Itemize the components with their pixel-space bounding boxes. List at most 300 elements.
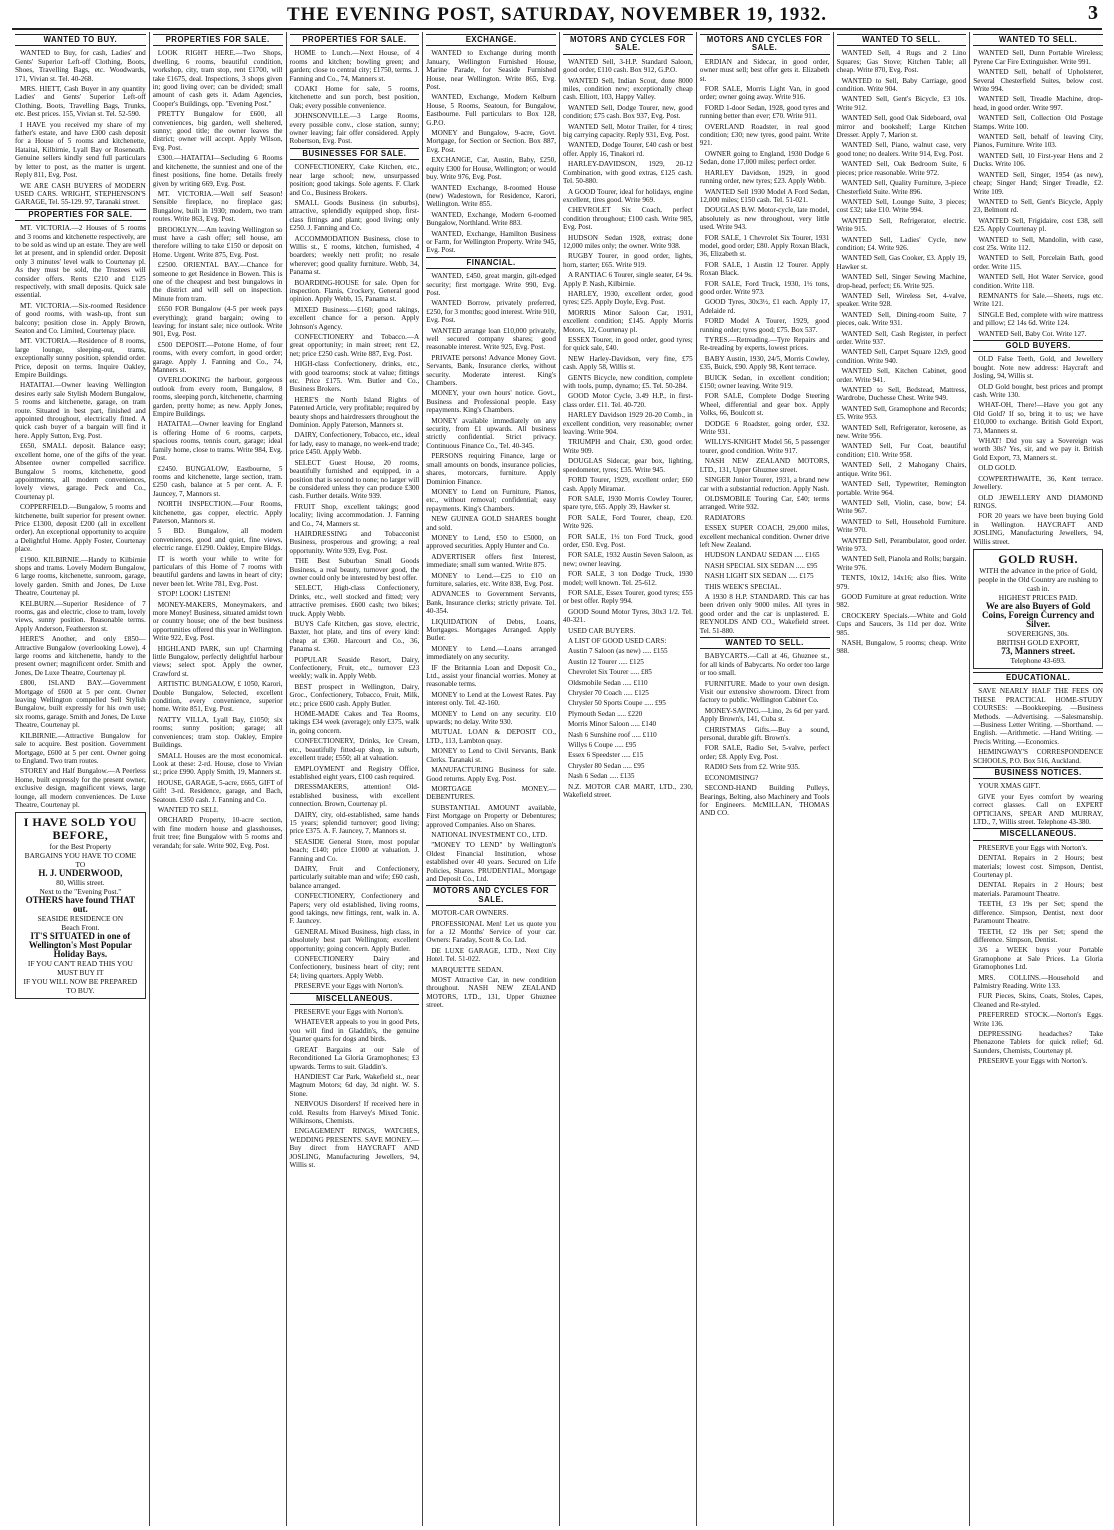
classified-ad: WANTED Sell, Fur Coat, beautiful condition; £10. Write 958.	[836, 442, 967, 459]
classified-ad: NASH NEW ZEALAND MOTORS, LTD., 131, Upper Ghuznee street.	[699, 457, 830, 474]
classified-ad: £300.—HATAITAI—Secluding 6 Rooms and kitchenette, the sunniest and one of the finest positions, fine home. Details freely given by writing 669, Evg. Post.	[152, 154, 283, 188]
display-ad-line: Next to the "Evening Post."	[39, 887, 122, 897]
display-ad-line: OTHERS have found THAT out.	[25, 895, 136, 915]
classified-ad: GREAT Bargains at our Sale of Reconditioned La Gloria Gramophones; £3 upwards. Terms to suit. Gladdin's.	[289, 1045, 420, 1071]
classified-ad: £500 DEPOSIT.—Potone Home, of four rooms, with every comfort, in good order; garage. Apply J. Fanning and Co., 74, Manners st.	[152, 340, 283, 375]
classified-ad: MOTOR-CAR OWNERS.	[431, 909, 509, 918]
classified-ad: "MONEY TO LEND" by Wellington's Oldest Financial Institution, whose established over 40 years. Secured on Life Policies, Shares. PRUDENTIAL, Mortgage and Deposit Co., Ltd.	[426, 841, 556, 883]
classified-ad: RADIO Sets from £2. Write 935.	[704, 763, 800, 772]
classified-ad: Plymouth Sedan ..... £220	[568, 709, 643, 718]
classified-ad: A RANTIAC 6 Tourer, single seater, £4 9s. Apply P. Nash, Kilbirnie.	[563, 271, 693, 288]
classified-ad: GENTS Bicycle, new condition, complete with tools, pump, dynamo; £5. Tel. 50-284.	[563, 373, 693, 391]
classified-ad: MONEY and Bungalow, 9-acre, Govt. Mortgage, for Section or Section. Box 887, Evg. Post.	[426, 129, 556, 154]
classified-ad: Austin 12 Tourer ..... £125	[568, 657, 644, 666]
classified-ad: SECOND-HAND Building Pulleys, Bearings, Belting, also Machinery and Tools for Engineers. McMILLAN, THOMAS AND CO.	[699, 784, 830, 818]
classified-ad: Nash 6 Sunshine roof ..... £110	[568, 730, 657, 739]
classified-ad: PRESERVE your Eggs with Norton's.	[294, 1008, 404, 1017]
classified-ad: REMNANTS for Sale.—Sheets, rugs etc. Write 121.	[973, 291, 1103, 309]
classified-ad: WANTED Sell, Singer, 1954 (as new), cheap; Singer Hand; Singer Treadle, £2. Write 109.	[973, 170, 1103, 196]
classified-ad: FUR Pieces, Skins, Coats, Stoles, Capes, Cleaned and Re-styled.	[973, 992, 1103, 1009]
classified-ad: MONEY to Lend.—£25 to £10 on furniture, salaries, etc. Write 838, Evg. Post.	[426, 571, 556, 588]
classified-ad: A LIST OF GOOD USED CARS:	[568, 637, 667, 645]
classified-ad: PRETTY Bungalow for £600, all conveniences, big garden, well sheltered, sunny; good title; the owner leaves the district; owner will accept. Apply Wilson, Evg. Post.	[152, 110, 283, 152]
classified-ad: YOUR XMAS GIFT.	[978, 782, 1041, 791]
display-ad-line: Telephone 43-693.	[1010, 655, 1066, 665]
classified-ad: MANUFACTURING Business for sale. Good returns. Apply Evg. Post.	[426, 766, 556, 783]
classified-ad: Chrysler 70 Coach ..... £125	[568, 689, 649, 698]
section-heading: MOTORS AND CYCLES FOR SALE.	[426, 885, 556, 906]
classified-ad: £2450. BUNGALOW, Eastbourne, 5 rooms and kitchenette, large section, tram. £250 cash, balance at 5 per cent. A. F. Jauncey, 7, Mannors st.	[152, 464, 283, 498]
classified-ad: NERVOUS Disorders! If received here in cold. Results from Harvey's Mixed Tonic. Wilkinsons, Chemists.	[289, 1100, 420, 1125]
classified-ad: HATAITAI.—Owner leaving for England is offering Home of 6 rooms, carpets, spacious rooms, tennis court, garage; ideal family home, close to trams. Write 984, Evg. Post.	[152, 420, 283, 463]
section-heading: PROPERTIES FOR SALE.	[290, 34, 420, 46]
classified-ad: WILLYS-KNIGHT Model 56, 5 passenger tourer, good condition. Write 917.	[699, 438, 830, 455]
classified-ad: WHATEVER appeals to you in good Pets, you will find in Gladdin's, the genuine Quarter quarts for dogs and birds.	[289, 1018, 420, 1044]
classified-ad: WANTED Sell, Baby Cot. Write 127.	[978, 329, 1087, 338]
classified-ad: HUDSON LANDAU SEDAN ..... £165	[704, 551, 820, 560]
classified-ad: FRUIT Shop, excellent takings; good locality; living accommodation. J. Fanning and Co., 74, Manners st.	[289, 502, 420, 528]
classified-ad: EMPLOYMENT and Registry Office, established eight years, £100 cash required.	[289, 764, 420, 781]
classified-ad: COPPERFIELD.—Bungalow, 5 rooms and kitchenette, built superior for present owner. Price £1300, deposit £200 (all in excellent order). An exceptional opportunity to acquire a Delightful Home. Apply Foster, Courtenay place.	[15, 503, 146, 554]
classified-ad: MRS. COLLINS.—Household and Palmistry Reading. Write 133.	[973, 973, 1103, 990]
classified-ad: WANTED Sell, 3-H.P. Standard Saloon, good order, £110 cash. Box 912, G.P.O.	[563, 57, 693, 75]
classified-ad: Nash 6 Sedan ..... £135	[568, 772, 635, 781]
classified-ad: CONFECTIONERY, Drinks, Ice Cream, etc., beautifully fitted-up shop, in suburb, excellent trade; £550; all at valuation.	[289, 737, 420, 763]
classified-ad: WANTED Sell, Gent's Bicycle, £3 10s. Write 912.	[836, 95, 967, 112]
masthead	[12, 2, 1102, 30]
classified-ad: WANTED Sell, Collection Old Postage Stamps. Write 100.	[973, 114, 1103, 131]
classified-ad: RUGBY Tourer, in good order, lights, horn, starter; £65. Write 919.	[563, 252, 693, 269]
classified-ad: WANTED to Exchange during month January, Wellington Furnished House, Marine Parade, for Seaside Furnished House, near Wellington. Write 865, Evg. Post.	[426, 49, 556, 92]
classified-ad: SINGER Junior Tourer, 1931, a brand new car with a substantial reduction. Apply Nash.	[699, 476, 830, 493]
classified-ad: WHAT-OH, There!—Have you got any Old Gold? If so, bring it to us; we have £10,000 to exchange. British Gold Export, 73, Manners st.	[973, 401, 1103, 435]
classified-ad: ESSEX Tourer, in good order, good tyres; for quick sale, £40.	[563, 336, 693, 353]
column-8	[969, 32, 1106, 1526]
classified-ad: ADVANCES to Government Servants, Bank, Insurance clerks; strictly private. Tel. 40-354.	[426, 590, 556, 616]
classified-ad: A 1930 8 H.P. STANDARD. This car has been driven only 9000 miles. All tyres in good order and the car is unplastered. E. REYNOLDS AND CO., Wakefield street. Tel. 51-880.	[699, 592, 830, 635]
classified-ad: NASH LIGHT SIX SEDAN ..... £175	[704, 572, 814, 581]
display-ad-line: SOVEREIGNS, 30s.	[1007, 628, 1070, 638]
classified-ad: OVERLOOKING the harbour, gorgeous outlook from every room, Bungalow, 8 rooms, sleeping porch, kitchenette, charming garden, pretty home; as new. Apply Jones, Empire Buildings.	[152, 376, 283, 419]
section-heading: WANTED TO SELL.	[973, 34, 1103, 46]
classified-ad: DENTAL Repairs in 2 Hours; best materials. Paramount Theatre.	[973, 881, 1103, 898]
classified-ad: FOR SALE, 1 Chevrolet Six Tourer, 1931 model, good order; £80. Apply Roxan Black, 36, Elizabeth st.	[699, 233, 830, 259]
classified-ad: WANTED Sell, Gas Cooker, £3. Apply 19, Hawker st.	[836, 254, 967, 271]
section-heading: MISCELLANEOUS.	[290, 993, 420, 1005]
classified-ad: TYRES.—Retreading.—Tyre Repairs and Re-treading by experts, lowest prices.	[699, 336, 830, 353]
classified-ad: DRESSMAKERS, attention! Old-established business, with excellent connection. Brown, Courtenay pl.	[289, 783, 420, 809]
classified-ad: HARLEY-DAVIDSON, 1929, 20-12 Combination, with good extras, £125 cash. Tel. 50-880.	[563, 160, 693, 186]
classified-ad: WANTED to Sell, Bedstead, Mattress, Wardrobe, Duchesse Chest. Write 949.	[836, 386, 967, 403]
classified-ad: WANTED to Sell, Porcelain Bath, good order. Write 115.	[973, 254, 1103, 271]
classified-ad: STOREY and Half Bungalow.—A Peerless Home, built expressly for the present owner, exclusive design, magnificent views, large lounge, all modern conveniences. De Luxe Theatre, Courtenay pl.	[15, 767, 146, 809]
classified-ad: HIGHLAND PARK, sun up! Charming little Bungalow, perfectly delightful harbour views; select spot. Apply the owner, Crawford st.	[152, 644, 283, 678]
classified-ad: WANTED arrange loan £10,000 privately, well secured company shares; good reasonable interest. Write 925, Evg. Post.	[426, 326, 556, 352]
classified-ad: SEASIDE General Store, most popular beach; £140; price £1000 at valuation. J. Fanning and Co.	[289, 837, 420, 863]
classified-ad: WANTED to Sell, Household Furniture. Write 970.	[836, 517, 967, 535]
classified-ad: WANTED Sell, Dunn Portable Wireless; Pyrene Car Fire Extinguisher. Write 991.	[973, 49, 1103, 66]
classified-ad: SELECT Guest House, 20 rooms, beautifully furnished and equipped, in a position that is second to none; no larger will be considered unless they can produce £300 cash. Further details. Write 939.	[289, 458, 420, 501]
classified-ad: WANTED Sell, Lounge Suite, 3 pieces; cost £32; take £10. Write 994.	[836, 197, 967, 215]
classified-ad: KILBIRNIE.—Attractive Bungalow for sale to acquire. Best position. Government Mortgage, £600 at 5 per cent. Owner going to England. Two tram routes.	[15, 731, 146, 765]
classified-ad: WANTED Sell, Indian Scout, done 8000 miles, condition new; exceptionally cheap cash. Elliott, 103, Happy Valley.	[563, 76, 693, 102]
display-advertisement	[15, 812, 146, 999]
classified-ad: WANTED Sell, Perambulator, good order. Write 973.	[836, 536, 967, 553]
classified-ad: NASH, Bungalow, 5 rooms; cheap. Write 988.	[836, 639, 967, 656]
classified-ad: KELBURN.—Superior Residence of 7 rooms, gas and electric, close to tram, lovely views, sunny position. Reasonable terms. Apply Anderson, Featherston st.	[15, 599, 146, 633]
classified-ad: IF the Britannia Loan and Deposit Co., Ltd., assist your financial worries. Money at reasonable terms.	[426, 663, 556, 689]
section-heading: BUSINESS NOTICES.	[973, 767, 1103, 779]
classified-ad: USED CAR BUYERS.	[568, 626, 636, 635]
classified-ad: SELECT, High-class Confectionery, Drinks, etc., well stocked and fitted; very attractive premises. £600 cash; two bikes; truck. Apply Webb.	[289, 584, 420, 618]
classified-ad: PRESERVE your Eggs with Norton's.	[978, 1057, 1088, 1066]
classified-ad: NATTY VILLA, Lyall Bay, £1050; six rooms; sunny position; garage; all conveniences; tram stop. Oakley, Empire Buildings.	[152, 715, 283, 750]
section-heading: MOTORS AND CYCLES FOR SALE.	[700, 34, 830, 55]
classified-ad: HERE'S Another, and only £850—Attractive Bungalow (overlooking Lowe), 4 large rooms and kitchenette, handy to the present owner; magnificent order. Smith and Jones, De Luxe Theatre, Courtenay pl.	[15, 635, 146, 677]
display-ad-line: I HAVE SOLD YOU BEFORE,	[23, 815, 137, 843]
classified-ad: ERDIAN and Sidecar, in good order, owner must sell; best offer gets it. Elizabeth st.	[699, 57, 830, 83]
classified-ad: SUBSTANTIAL AMOUNT available, First Mortgage on Property or Debentures; approved Companies. Also on Shares.	[426, 803, 556, 829]
classified-ad: OLD False Teeth, Gold, and Jewellery bought. Note new address: Haycraft and Josling, 94, Willis st.	[973, 355, 1103, 381]
classified-ad: WANTED Sell, Treadle Machine, drop-head, in good order. Write 997.	[973, 95, 1103, 112]
display-ad-line: BARGAINS YOU HAVE TO COME TO	[24, 851, 137, 870]
classified-ad: £800, ISLAND BAY.—Government Mortgage of £600 at 5 per cent. Owner leaving Wellington compelled Sell Stylish Bungalow, built expressly for his own use; six rooms, garage. Smith and Jones, De Luxe Theatre, Courtenay pl.	[15, 679, 146, 730]
classified-ad: FOR SALE, Radio Set, 5-valve, perfect order; £8. Apply Evg. Post.	[699, 744, 830, 761]
classified-ad: PREFERRED STOCK.—Norton's Eggs. Write 136.	[973, 1011, 1103, 1028]
classified-ad: ESSEX SUPER COACH, 29,000 miles, excellent mechanical condition. Owner drive left New Zealand.	[699, 524, 830, 549]
classified-ad: DE LUXE GARAGE, LTD., Next City Hotel. Tel. 51-022.	[426, 946, 556, 964]
classified-ad: OLDSMOBILE Touring Car, £40; terms arranged. Write 932.	[699, 494, 830, 512]
classified-ad: WANTED Sell, 2 Mahogany Chairs, antique. Write 961.	[836, 461, 967, 478]
classified-ad: DOUGLAS Sidecar, gear box, lighting, speedometer, tyres; £35. Write 945.	[563, 457, 693, 474]
classified-ad: MONEY, your own hours' notice. Govt., Business and Professional people. Easy repayments. King's Chambers.	[426, 389, 556, 415]
classified-ad: COWPERTHWAITE, 36, Kent terrace. Jewellery.	[973, 474, 1103, 492]
display-ad-line: HIGHEST PRICES PAID.	[998, 592, 1078, 602]
classified-ad: WANTED Sell, Dodge Tourer, new, good condition; £75 cash. Box 937, Evg. Post.	[563, 103, 693, 121]
columns	[12, 32, 1106, 1526]
classified-ad: WANTED, Dodge Tourer, £40 cash or best offer. Apply 16, Tinakori rd.	[563, 141, 693, 158]
display-ad-line: SEASIDE RESIDENCE ON	[37, 914, 124, 924]
classified-ad: WE ARE CASH BUYERS of MODERN USED CARS. WRIGHT, STEPHENSON'S GARAGE, Tel. 55-129. 97, Taranaki street.	[15, 181, 146, 207]
classified-ad: CONFECTIONERY and Tobacco.—A great opportunity; in main street; rent £2, net; price £250 cash. Write 887, Evg. Post.	[289, 333, 420, 358]
section-heading: WANTED TO BUY.	[15, 34, 146, 46]
classified-ad: COAKI Home for sale, 5 rooms, kitchenette and sun porch, best position, Oak; every possible convenience.	[289, 85, 420, 110]
classified-ad: LIQUIDATION of Debts, Loans, Mortgages. Mortgages Arranged. Apply Butler.	[426, 617, 556, 643]
section-heading: BUSINESSES FOR SALE.	[290, 148, 420, 160]
display-ad-line: BRITISH GOLD EXPORT,	[996, 637, 1080, 647]
classified-ad: ADVERTISER offers first Interest, immediate; small sum wanted. Write 875.	[426, 552, 556, 570]
classified-ad: WANTED Sell, good Oak Sideboard, oval mirror and bookshelf; Large Kitchen Dresser. Apply 7, Marion st.	[836, 114, 967, 140]
classified-ad: WANTED to Sell, Baby Carriage, good condition. Write 904.	[836, 76, 967, 94]
classified-ad: GENERAL Mixed Business, high class, in absolutely best part Wellington; excellent opportunity; going concern. Apply Butler.	[289, 927, 420, 953]
classified-ad: FORD Tourer, 1929, excellent order; £60 cash. Apply Miramar.	[563, 476, 693, 493]
display-ad-line: 80, Willis street.	[56, 878, 105, 888]
classified-ad: OVERLAND Roadster, in real good condition; £30; new tyres, good paint. Write 921.	[699, 122, 830, 148]
classified-ad: WANTED to Sell, Mandolin, with case, cost 25s. Write 112.	[973, 235, 1103, 252]
classified-ad: WANTED Sell, Frigidaire, cost £38, sell £25. Apply Courtenay pl.	[973, 216, 1103, 234]
classified-ad: DAIRY, Fruit and Confectionery, particularly suitable man and wife; £60 cash, balance arranged.	[289, 864, 420, 890]
display-ad-line: Beach Front.	[61, 923, 100, 933]
classified-ad: Essex 6 Speedster ..... £15	[568, 751, 644, 760]
display-ad-line: IT'S SITUATED in one of Wellington's Most Popular Holiday Bays.	[28, 931, 132, 960]
page-number: 3	[1088, 2, 1098, 24]
classified-ad: THIS WEEK'S SPECIAL.	[704, 582, 782, 591]
classified-ad: MONEY to Lend, £50 to £5000, on approved securities. Apply Hunter and Co.	[426, 533, 556, 551]
classified-ad: ENGAGEMENT RINGS, WATCHES, WEDDING PRESENTS. SAVE MONEY.—Buy direct from HAYCRAFT AND JOSLING, Manufacturing Jewellers, 94, Willis st.	[289, 1127, 420, 1169]
classified-ad: Morris Minor Saloon ..... £140	[568, 720, 657, 729]
column-6	[696, 32, 833, 1526]
classified-ad: WANTED Sell, Refrigerator, electric. Write 915.	[836, 216, 967, 234]
classified-ad: £650, SMALL deposit. Balance easy; excellent home, one of the gifts of the year. Absentee owner compelled sacrifice. Bungalow 5 rooms, kitchenette, good appointments, all modern conveniences, lovely views, garage. Peck and Co., Courtenay pl.	[15, 442, 146, 501]
classified-ad: MUTUAL LOAN & DEPOSIT CO., LTD., 113, Lambton quay.	[426, 728, 556, 745]
classified-ad: WANTED Sell, Ladies' Cycle, new condition; £4. Write 926.	[836, 235, 967, 252]
classified-ad: WANTED TO SELL	[157, 805, 219, 814]
classified-ad: DODGE 6 Roadster, going order, £32. Write 931.	[699, 419, 830, 437]
classified-ad: WANTED Sell, Pianola and Rolls; bargain. Write 976.	[836, 555, 967, 572]
classified-ad: GOOD Motor Cycle, 3.49 H.P., in first-class order. £11. Tel. 40-720.	[563, 392, 693, 409]
classified-ad: WANTED Sell, Dining-room Suite, 7 pieces, oak. Write 931.	[836, 310, 967, 328]
classified-ad: NATIONAL INVESTMENT CO., LTD.	[431, 830, 548, 839]
classified-ad: MONEY to Lend at the Lowest Rates. Pay interest only. Tel. 42-160.	[426, 690, 556, 708]
classified-ad: FOR SALE, Essex Tourer, good tyres; £55 or best offer. Reply 994.	[563, 588, 693, 606]
classified-ad: MIXED Business.—£160; good takings, excellent chance for a person. Apply Johnson's Agency.	[289, 305, 420, 331]
classified-ad: CONFECTIONERY, Cake Kitchen, etc., near large school; new, unsurpassed position; good takings. Sole agents. F. Clark and Co., Business Brokers.	[289, 163, 420, 197]
classified-ad: SINGLE Bed, complete with wire mattress and pillow; £2 14s 6d. Write 124.	[973, 310, 1103, 328]
classified-ad: WANTED, Exchange, Hamilton Business or Farm, for Wellington Property. Write 945, Evg. Post.	[426, 229, 556, 255]
display-ad-line: We are also Buyers of Gold Coins, Foreign Currency and Silver.	[982, 600, 1095, 629]
classified-ad: OLD JEWELLERY AND DIAMOND RINGS.	[973, 493, 1103, 510]
classified-ad: HUDSON Sedan 1928, extras; done 12,000 miles only; the owner. Write 938.	[563, 233, 693, 250]
section-heading: GOLD BUYERS.	[973, 340, 1103, 352]
section-heading: EXCHANGE.	[426, 34, 556, 46]
classified-ad: FOR SALE, Ford Tourer, cheap, £20. Write 926.	[563, 513, 693, 531]
classified-ad: RADIATORS	[704, 513, 745, 522]
classified-ad: Chrysler 50 Sports Coupe ..... £95	[568, 699, 666, 708]
classified-ad: CROCKERY Specials.—White and Gold Cups and Saucers, 3s 11d per doz. Write 985.	[836, 611, 967, 637]
classified-ad: Chevrolet Six Tourer ..... £85	[568, 668, 652, 677]
classified-ad: WANTED Sell, Violin, case, bow; £4. Write 967.	[836, 498, 967, 516]
classified-ad: A GOOD Tourer, ideal for holidays, engine excellent, tires good. Write 969.	[563, 187, 693, 204]
classified-ad: GOOD Tyres, 30x3½, £1 each. Apply 17, Adelaide rd.	[699, 298, 830, 315]
classified-ad: £1900. KILBIRNIE.—Handy to Kilbirnie shops and trams. Lovely Modern Bungalow, 6 large rooms, kitchenette, sunroom, garage, lovely garden. Smith and Jones, De Luxe Theatre, Courtenay pl.	[15, 555, 146, 598]
classified-ad: THE Best Suburban Small Goods Business, a real beauty, turnover good, the owner could only be interested by best offer.	[289, 557, 420, 582]
classified-ad: I HAVE you received my share of my father's estate, and have £300 cash deposit for a House of 5 rooms and kitchenette, Hataitai, Kilbirnie, Lyall Bay or Roseneath. Genuine sellers kindly send full particulars by letter to post, as the matter is urgent. Reply 811, Evg. Post.	[15, 120, 146, 180]
classified-ad: CHEVROLET Six Coach, perfect condition throughout; £100 cash. Write 985, Evg. Post.	[563, 206, 693, 232]
classified-ad: TRIUMPH and Chair, £30, good order. Write 909.	[563, 438, 693, 455]
classified-ad: HOME-MADE Cakes and Tea Rooms, takings £34 week (average); only £375, walk in, going concern.	[289, 710, 420, 735]
classified-ad: HARLEY Davidson, 1929, in good running order, new tyres; £23. Apply Webb.	[699, 168, 830, 186]
classified-ad: FOR SALE, 1930 Morris Cowley Tourer, spare tyre, £65. Apply 39, Hawker st.	[563, 494, 693, 512]
classified-ad: WANTED Sell, Kitchen Cabinet, good order. Write 941.	[836, 367, 967, 384]
classified-ad: PROFESSIONAL Men! Let us quote you for a 12 Months' Service of your car. Owners: Faraday, Scott & Co. Ltd.	[426, 919, 556, 945]
classified-ad: MARQUETTE SEDAN.	[431, 965, 504, 974]
classified-ad: HATAITAI.—Owner leaving Wellington desires early sale Stylish Modern Bungalow, 5 rooms and kitchenette, garage, on tram route. Situated in best part, finished and appointed throughout, electrically fitted. A quick cash buyer of a bargain will find it here. Apply Sutton, Evg. Post.	[15, 381, 146, 440]
classified-ad: HOME to Lunch.—Next House, of 4 rooms and kitchen; bowling green; and garden; close to central city; £1750, terms. J. Fanning and Co., 74, Manners st.	[289, 49, 420, 83]
display-ad-line: 73, Manners street.	[1001, 645, 1076, 656]
classified-ad: WANTED Sell, Hot Water Service, good condition. Write 118.	[973, 273, 1103, 290]
classified-ad: HOUSE, GARAGE, 5-acre, £665, GIFT of Gift! 3-rd. Residence, garage, and Bach, Seatoun. £350 cash. J. Fanning and Co.	[152, 778, 283, 804]
classified-ad: ECONOMISING?	[704, 773, 759, 782]
classified-ad: MT. VICTORIA.—2 Houses of 5 rooms and 3 rooms and kitchenette respectively, are to be sold as wind up an estate. They are well let at present, and in splendid order. Deposit only 3 minutes' level walk to Courtenay pl. As they must be sold, the Trustees will consider offers. Rents £210 and £125 respectively, with small deposits. Quick sale essential.	[15, 224, 146, 300]
classified-ad: ORCHARD Property, 10-acre section, with fine modern house and glasshouses, fruit tree; fine Bungalow with 5 rooms and verandah; for sale. Write 902, Evg. Post.	[152, 816, 283, 850]
classified-ad: SAVE NEARLY HALF THE FEES ON THESE PRACTICAL HOME-STUDY COURSES: —Bookkeeping. —Business Methods. —Advertising. —Salesmanship. —Business Letter Writing. —Shorthand. —English. —Arithmetic. —Hand Writing. —Precis Writing. —Economics.	[973, 687, 1103, 746]
column-5	[559, 32, 696, 1526]
classified-ad: MT. VICTORIA.—Well self Season! Sensible fireplace, no fireplace gas; Bungalow, built in 1930; modern, two tram routes. Write 863, Evg. Post.	[152, 189, 283, 224]
classified-ad: NEW GUINEA GOLD SHARES bought and sold.	[426, 515, 556, 532]
classified-ad: BABY Austin, 1930, 24/5, Morris Cowley, £35, Buick, £90. Apply 98, Kent terrace.	[699, 354, 830, 372]
classified-ad: DAIRY, city, old-established, same hands 15 years; splendid turnover; good living; price £375. A. F. Jauncey, 7, Mannors st.	[289, 810, 420, 836]
classified-ad: WANTED Borrow, privately preferred, £250, for 3 months; good interest. Write 910, Evg. Post.	[426, 299, 556, 325]
classified-ad: HEMINGWAY'S CORRESPONDENCE SCHOOLS, P.O. Box 516, Auckland.	[973, 748, 1103, 765]
classified-ad: HANDIEST Car Park, Wakefield st., near Magnum Motors; 6d day, 3d night. W. S. Stone.	[289, 1072, 420, 1098]
classified-ad: WANTED Sell 1930 Model A Ford Sedan, 12,000 miles; £150 cash. Tel. 51-021.	[699, 187, 830, 204]
classified-ad: NORTH INSPECTION.—Four Rooms, kitchenette, gas copper, electric. Apply Paterson, Mannors st.	[152, 500, 283, 525]
classified-ad: WANTED Sell, 10 First-year Hens and 2 Ducks. Write 106.	[973, 151, 1103, 169]
section-heading: PROPERTIES FOR SALE.	[15, 209, 146, 221]
classified-ad: BUICK Sedan, in excellent condition; £150; owner leaving. Write 919.	[699, 373, 830, 391]
classified-ad: FOR SALE, Morris Light Van, in good order; owner going away. Write 916.	[699, 85, 830, 102]
classified-ad: STOP! LOOK! LISTEN!	[157, 590, 231, 599]
classified-ad: MONEY available immediately on any security, from £1 upwards. All business strictly confidential. Strict privacy. Continuous Finance Co., Tel. 40-345.	[426, 416, 556, 450]
classified-ad: WANTED Sell, Gramophone and Records; £5. Write 953.	[836, 404, 967, 422]
classified-ad: FOR SALE, 1 Austin 12 Tourer. Apply Roxan Black.	[699, 260, 830, 278]
classified-ad: 3/6 a WEEK buys your Portable Gramophone at Sale Prices. La Gloria Gramophones Ltd.	[973, 946, 1103, 972]
display-ad-line: for the Best Property	[49, 842, 112, 852]
classified-ad: OLD Gold bought, best prices and prompt cash. Write 130.	[973, 382, 1103, 400]
classified-ad: BUYS Cafe Kitchen, gas stove, electric, Baxter, hot plate, and tins of every kind: cheap at £360. Harcourt and Co., 36, Panama st.	[289, 620, 420, 654]
section-heading: FINANCIAL.	[426, 257, 556, 269]
classified-ad: WHAT! Did you say a Sovereign was worth 30s? Yes, sir, and we pay it. British Gold Export, 73, Manners st.	[973, 437, 1103, 462]
column-2	[149, 32, 286, 1526]
classified-ad: PRESERVE your Eggs with Norton's.	[294, 982, 404, 991]
classified-ad: BOARDING-HOUSE for sale. Open for inspection. Flanis, Crockery, General good opinion. Apply Webb, 15, Panama st.	[289, 278, 420, 304]
classified-ad: 5 BD. Bungalow, all modern conveniences, good and quiet, fine views, electric range. £1290. Oakley, Empire Bldgs.	[152, 527, 283, 553]
classified-ad: MONEY-SAVING.—Lino, 2s 6d per yard. Apply Brown's, 141, Cuba st.	[699, 706, 830, 724]
classified-ad: WANTED, £450, great margin, gilt-edged security; first mortgage. Write 990, Evg. Post.	[426, 272, 556, 297]
classified-ad: FOR SALE, 1932 Austin Seven Saloon, as new; owner leaving.	[563, 551, 693, 568]
classified-ad: £2500. ORIENTAL BAY.—Chance for someone to get Residence in Bowen. This is one of the cheapest and best bungalows in the district and will sell on inspection. Minute from tram.	[152, 261, 283, 303]
section-heading: WANTED TO SELL.	[700, 637, 830, 649]
classified-ad: LOOK RIGHT HERE.—Two Shops, dwelling, 6 rooms, beautiful condition, workshop, city, tram stop, rent £1700, will take £1675, deal. Inspections, 3 shops given in; good living over; can be divided; small amount of cash gets it. Adam Agencies, Cooper's Buildings, opp. "Evening Post."	[152, 49, 283, 108]
classified-ad: MORTGAGE MONEY.—DEBENTURES.	[426, 784, 556, 802]
classified-ad: BROOKLYN.—Am leaving Wellington so must have a cash offer; sell house, am therefore willing to take £150 or deposit on Home. Urgent. Write 875, Evg. Post.	[152, 225, 283, 259]
classified-ad: PRIVATE persons! Advance Money Govt. Servants, Bank, Insurance clerks, without security. Moderate interest. King's Chambers.	[426, 353, 556, 388]
classified-ad: OWNER going to England, 1930 Dodge 6 Sedan, done 17,000 miles; perfect order.	[699, 149, 830, 167]
classified-ad: WANTED to Buy, for cash, Ladies' and Gents' Superior Left-off Clothing, Boots, Shoes, Travelling Bags, etc. Woodwards, 171, Vivian st. Tel. 40-268.	[15, 49, 146, 83]
classified-ad: £650 FOR Bungalow (4-5 per week pays everything); grand bargain; owing to leaving; for instant sale; nice outlook. Write 901, Evg. Post.	[152, 305, 283, 339]
column-1	[12, 32, 149, 1526]
classified-ad: FOR SALE, Complete Dodge Steering Wheel, differential and gear box. Apply Volks, 66, Boulcott st.	[699, 392, 830, 418]
masthead-title: THE EVENING POST, SATURDAY, NOVEMBER 19, 1932.	[286, 4, 828, 25]
classified-ad: MOST Attractive Car, in new condition throughout. NASH NEW ZEALAND MOTORS, LTD., 131, Upper Ghuznee street.	[426, 976, 556, 1010]
classified-ad: HARLEY Davidson 1929 20-20 Comb., in excellent condition, very reasonable; owner leaving. Write 904.	[563, 411, 693, 437]
classified-ad: SMALL Houses are the most economical. Look at these: 2-rd. House, close to Vivian st.; price £990. Apply Smith, 19, Manners st.	[152, 751, 283, 777]
section-heading: MISCELLANEOUS.	[973, 828, 1103, 840]
classified-ad: GOOD Sound Motor Tyres, 30x3 1/2. Tel. 40-321.	[563, 607, 693, 625]
classified-ad: FORD 1-door Sedan, 1928, good tyres and running better than ever; £70. Write 911.	[699, 103, 830, 121]
classified-ad: MT. VICTORIA.—Six-roomed Residence of good rooms, with wash-up, front sun balcony; position close in. Apply Brown, Seaton and Co. Limited, Courtenay place.	[15, 301, 146, 335]
classified-ad: FOR SALE, 3 ton Dodge Truck, 1930 model; well known. Tel. 25-612.	[563, 570, 693, 587]
classified-ad: WANTED Sell, 4 Rugs and 2 Lino Squares; Gas Stove; Kitchen Table; all cheap. Write 870, Evg. Post.	[836, 49, 967, 75]
section-heading: PROPERTIES FOR SALE.	[153, 34, 283, 46]
classified-ad: HERE'S the North Island Rights of Patented Article, very profitable; required by beauty shops and hairdressers throughout the Dominion. Apply Paterson, Manners st.	[289, 395, 420, 430]
classified-ad: CONFECTIONERY, Confectionery and Papers; very old established, living rooms, good takings, new fittings, rent, walk in. A. F. Jauncey.	[289, 892, 420, 926]
classified-ad: MRS. HIETT, Cash Buyer in any quantity Ladies' and Gents' Superior Left-off Clothing, Boots, Travelling Bags, Trunks, etc. Best prices. 155, Vivian st. Tel. 52-590.	[15, 85, 146, 119]
classified-ad: Willys 6 Coupe ..... £95	[568, 741, 637, 750]
classified-ad: DENTAL Repairs in 2 Hours; best materials; lowest cost. Simpson, Dentist, Courtenay pl.	[973, 854, 1103, 880]
classified-ad: WANTED Sell, behalf of Upholsterer, Several Chesterfield Suites, below cost. Write 994.	[973, 68, 1103, 94]
classified-ad: GOOD Furniture at great reduction. Write 982.	[836, 592, 967, 610]
display-ad-line: GOLD RUSH.	[998, 551, 1078, 566]
classified-ad: WANTED to Sell, Gent's Bicycle, Apply 23, Belmont rd.	[973, 197, 1103, 215]
classified-ad: WANTED Sell, Typewriter, Remington portable. Write 964.	[836, 480, 967, 497]
display-ad-line: IF YOU CAN'T READ THIS YOU MUST BUY IT	[27, 959, 133, 978]
classified-ad: MONEY to Lend on Furniture, Pianos, etc., without removal; confidential; easy repayments. King's Chambers.	[426, 487, 556, 513]
classified-ad: ACCOMMODATION Business, close to Willis st., £ rooms, kitchen, furnished, 4 boarders; weekly nett profit; no resale wherever; good quality furniture. Webb, 34, Panama st.	[289, 234, 420, 277]
classified-ad: Austin 7 Saloon (as new) ..... £155	[568, 647, 668, 656]
section-heading: EDUCATIONAL.	[973, 672, 1103, 684]
classified-ad: Oldsmobile Sedan ..... £110	[568, 678, 648, 687]
classified-ad: MONEY to Lend to Civil Servants, Bank Clerks. Taranaki st.	[426, 747, 556, 764]
classified-ad: WANTED Sell, Oak Bedroom Suite, 6 pieces; price reasonable. Write 972.	[836, 160, 967, 177]
classified-ad: JOHNSONVILLE.—3 Large Rooms, every possible conv., close station, sunny; owner leaving; fair offer considered. Apply Robertson, Evg. Post.	[289, 112, 420, 146]
classified-ad: FURNITURE. Made to your own design. Visit our extensive showroom. Direct from factory to public. Wellington Cabinet Co.	[699, 679, 830, 705]
classified-ad: PRESERVE your Eggs with Norton's.	[978, 843, 1088, 852]
classified-ad: NEW Harley-Davidson, very fine, £75 cash. Apply 58, Willis st.	[563, 354, 693, 372]
classified-ad: DEPRESSING headaches? Take Phenazone Tablets for quick relief; 6d. Saunders, Chemists, Courtenay pl.	[973, 1029, 1103, 1055]
classified-ad: TENTS, 10x12, 14x16; also flies. Write 979.	[836, 574, 967, 591]
classified-ad: WANTED Sell, Singer Sewing Machine, drop-head, perfect; £6. Write 925.	[836, 273, 967, 290]
classified-ad: BEST prospect in Wellington, Dairy, Groc., Confectionery, Tobacco, Fruit, Milk, etc.; price £600 cash. Apply Butler.	[289, 682, 420, 708]
section-heading: WANTED TO SELL.	[837, 34, 967, 46]
display-ad-line: WITH the advance in the price of Gold, people in the Old Country are rushing to cash in.	[978, 565, 1098, 593]
classified-ad: WANTED Sell, Cash Register, in perfect order. Write 937.	[836, 329, 967, 346]
classified-ad: MONEY to Lend on any security. £10 upwards; no delay. Write 930.	[426, 709, 556, 727]
classified-ad: HARLEY, 1930, excellent order, good tyres; £25. Apply Doyle, Evg. Post.	[563, 289, 693, 307]
classified-ad: WANTED Sell, Refrigerator, kerosene, as new. Write 956.	[836, 423, 967, 441]
classified-ad: WANTED Sell, Quality Furniture, 3-piece Chesterfield Suite. Write 896.	[836, 179, 967, 196]
classified-ad: WANTED Sell, Carpet Square 12x9, good condition. Write 940.	[836, 348, 967, 365]
classified-ad: NASH SPECIAL SIX SEDAN ..... £95	[704, 561, 818, 570]
classified-ad: POPULAR Seaside Resort, Dairy, Confectionery, Fruit, etc., turnover £23 weekly; walk in. Apply Webb.	[289, 655, 420, 681]
display-ad-line: IF YOU WILL NOW BE PREPARED TO BUY.	[23, 977, 138, 996]
classified-ad: BABYCARTS.—Call at 46, Ghuznee st., for all kinds of Babycarts. No order too large or too small.	[699, 652, 830, 678]
classified-ad: DAIRY, Confectionery, Tobacco, etc., ideal for lady, easy to manage, no week-end trade; price £450. Apply Webb.	[289, 431, 420, 457]
classified-ad: WANTED, Exchange, Modern 6-roomed Bungalow, Northland. Write 883.	[426, 210, 556, 228]
classified-ad: MORRIS Minor Saloon Car, 1931, excellent condition; £145. Apply Morris Motors, 12, Courtenay pl.	[563, 308, 693, 334]
column-7	[833, 32, 970, 1526]
classified-ad: FOR SALE, 1½ ton Ford Truck, good order, £50. Evg. Post.	[563, 532, 693, 549]
classified-ad: MONEY-MAKERS, Moneymakers, and more Money! Business, situated amidst town or country house; one of the best business opportunities offered this year in Wellington. Write 922, Evg. Post.	[152, 600, 283, 643]
column-4	[422, 32, 559, 1526]
classified-ad: MT. VICTORIA.—Residence of 8 rooms, large lounge, sleeping-out, trams, exceptionally sunny position, splendid order. Price, deposit on terms. Inquire Oakley, Empire Buildings.	[15, 337, 146, 380]
section-heading: MOTORS AND CYCLES FOR SALE.	[563, 34, 693, 55]
classified-ad: WANTED Exchange, 8-roomed House (new) Wadestown, for Residence, Karori, Wellington. Write 855.	[426, 183, 556, 209]
classified-ad: CHRISTMAS Gifts.—Buy a sound, personal, durable gift. Brown's.	[699, 725, 830, 743]
display-advertisement	[973, 549, 1103, 669]
classified-ad: ARTISTIC BUNGALOW, £ 1050, Karori, Double Bungalow, Selected, excellent condition, every convenience, superior home. Write 851, Evg. Post.	[152, 680, 283, 714]
classified-ad: WANTED Sell, Piano, walnut case, very good tone; no dealers. Write 914, Evg. Post.	[836, 141, 967, 158]
classified-ad: SMALL Goods Business (in suburbs), attractive, splendidly equipped shop, first-class fittings and plant; good living; only £250. J. Fanning and Co.	[289, 198, 420, 233]
classified-ad: TEETH, £2 19s per Set; spend the difference. Simpson, Dentist.	[973, 927, 1103, 944]
classified-ad: N.Z. MOTOR CAR MART, LTD., 230, Wakefield street.	[563, 782, 693, 800]
classified-ad: HIGH-class Confectionery, drinks, etc., with good tearooms; stock at value; fittings etc. Price £175. Wm. Butler and Co., Business Brokers.	[289, 360, 420, 394]
classified-ad: DOUGLAS B.W. Motor-cycle, late model, absolutely as new throughout, very little used. Write 943.	[699, 206, 830, 232]
classified-ad: CONFECTIONERY Dairy and Confectionery, business heart of city; rent £4; living quarters. Apply Webb.	[289, 955, 420, 980]
classified-ad: OLD GOLD.	[978, 464, 1017, 473]
classified-ad: WANTED Sell, Motor Trailer, for 4 tires; big carrying capacity. Reply 931, Evg. Post.	[563, 122, 693, 140]
classified-ad: PERSONS requiring Finance, large or small amounts on bonds, insurance policies, shares, motorcars, furniture. Apply Dominion Finance.	[426, 452, 556, 486]
